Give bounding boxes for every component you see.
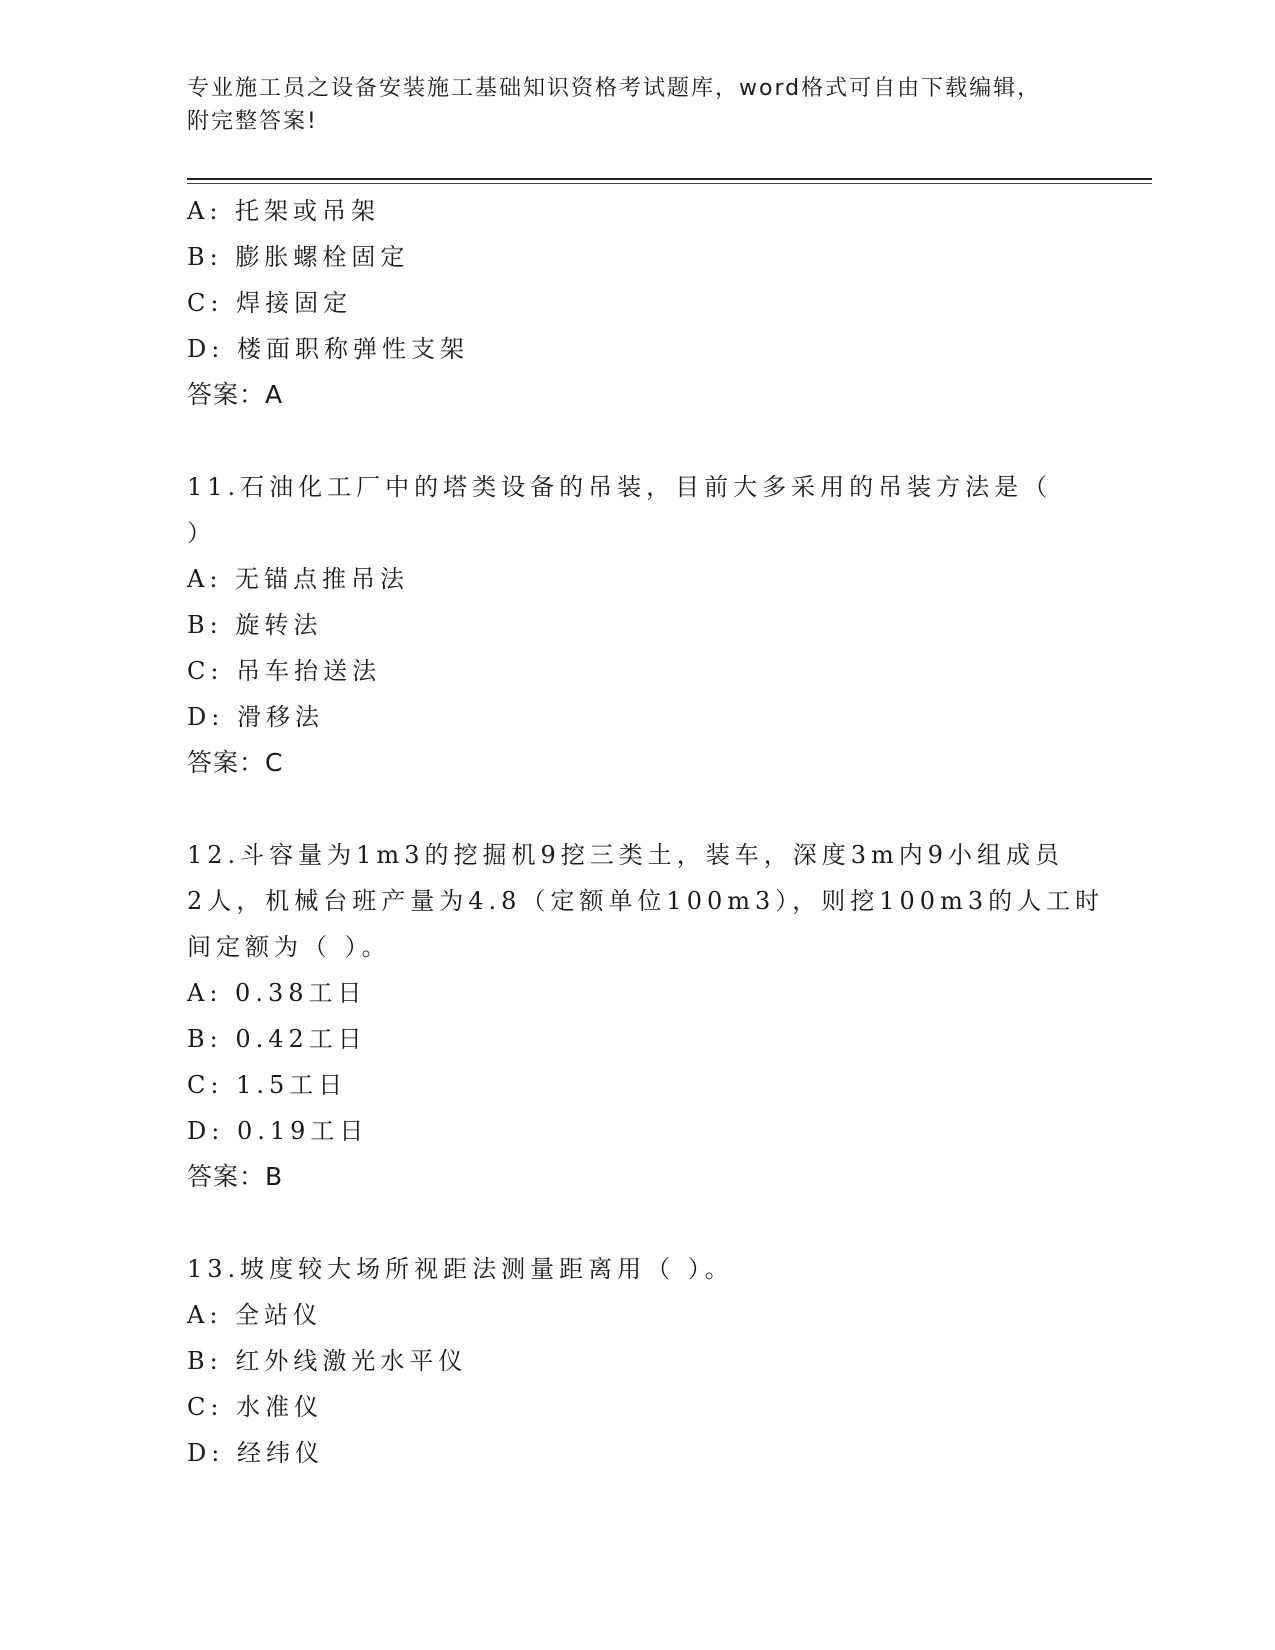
answer: 答案：B [187, 1162, 284, 1191]
header-divider-thick [187, 178, 1152, 180]
option-b: B: 红外线激光水平仪 [187, 1347, 468, 1375]
option-d: D: 楼面职称弹性支架 [187, 335, 469, 363]
question-stem: 2人，机械台班产量为4.8（定额单位100m3），则挖100m3的人工时 [187, 887, 1105, 915]
question-stem: 13.坡度较大场所视距法测量距离用（ ）。 [187, 1255, 734, 1283]
question-10 [187, 188, 1087, 418]
answer: 答案：A [187, 380, 284, 409]
document-header [187, 72, 1067, 138]
header-line-2: 附完整答案! [187, 109, 318, 134]
question-stem: 12.斗容量为1m3的挖掘机9挖三类土，装车，深度3m内9小组成员 [187, 841, 1065, 869]
spacer [187, 786, 1087, 832]
option-c: C: 水准仪 [187, 1393, 324, 1421]
question-11 [187, 464, 1087, 786]
option-b: B: 旋转法 [187, 611, 323, 639]
option-a: A: 0.38工日 [187, 979, 367, 1007]
question-stem: 间定额为（ ）。 [187, 933, 391, 961]
spacer [187, 418, 1087, 464]
question-13 [187, 1246, 1087, 1476]
option-d: D: 0.19工日 [187, 1117, 369, 1145]
header-line-1: 专业施工员之设备安装施工基础知识资格考试题库，word格式可自由下载编辑， [187, 76, 1042, 101]
option-a: A: 无锚点推吊法 [187, 565, 410, 593]
option-a: A: 全站仪 [187, 1301, 323, 1329]
header-divider-thin [187, 183, 1152, 184]
option-d: D: 经纬仪 [187, 1439, 324, 1467]
question-stem: 11.石油化工厂中的塔类设备的吊装，目前大多采用的吊装方法是（ [187, 473, 1053, 501]
option-c: C: 焊接固定 [187, 289, 353, 317]
spacer [187, 1200, 1087, 1246]
option-a: A: 托架或吊架 [187, 197, 381, 225]
option-c: C: 1.5工日 [187, 1071, 348, 1099]
option-d: D: 滑移法 [187, 703, 324, 731]
question-stem: ） [187, 519, 216, 547]
option-b: B: 0.42工日 [187, 1025, 367, 1053]
option-b: B: 膨胀螺栓固定 [187, 243, 410, 271]
question-list [187, 188, 1105, 1476]
answer: 答案：C [187, 748, 284, 777]
option-c: C: 吊车抬送法 [187, 657, 382, 685]
question-12 [187, 832, 1105, 1200]
